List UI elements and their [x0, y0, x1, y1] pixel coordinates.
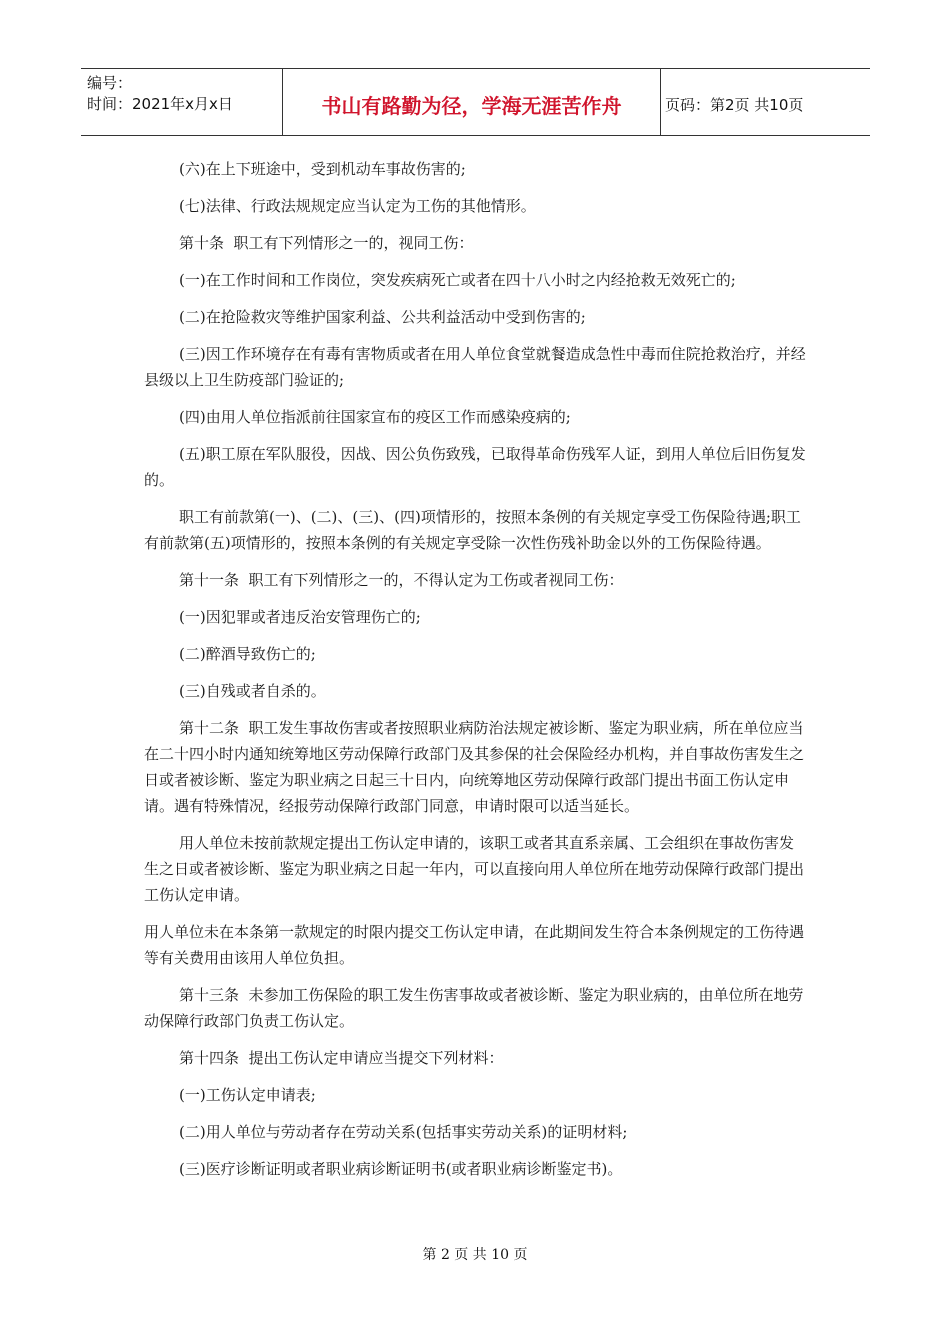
article-heading: 第十条 职工有下列情形之一的，视同工伤：: [179, 234, 474, 252]
header-meta: [81, 69, 283, 135]
paragraph: (五)职工原在军队服役，因战、因公负伤致残，已取得革命伤残军人证，到用人单位后旧伤复发的。: [144, 445, 806, 489]
paragraph: (四)由用人单位指派前往国家宣布的疫区工作而感染疫病的;: [179, 408, 571, 426]
paragraph: 用人单位未在本条第一款规定的时限内提交工伤认定申请，在此期间发生符合本条例规定的工伤待遇等有关费用由该用人单位负担。: [144, 923, 805, 967]
paragraph: (一)在工作时间和工作岗位，突发疾病死亡或者在四十八小时之内经抢救无效死亡的;: [179, 271, 736, 289]
header-motto: 书山有路勤为径，学海无涯苦作舟: [283, 69, 661, 135]
paragraph: 用人单位未按前款规定提出工伤认定申请的，该职工或者其直系亲属、工会组织在事故伤害发生之日或者被诊断、鉴定为职业病之日起一年内，可以直接向用人单位所在地劳动保障行政部门提出工伤认定申请。: [144, 834, 805, 904]
paragraph: (三)因工作环境存在有毒有害物质或者在用人单位食堂就餐造成急性中毒而住院抢救治疗，并经县级以上卫生防疫部门验证的;: [144, 345, 806, 389]
article-heading: 第十一条 职工有下列情形之一的，不得认定为工伤或者视同工伤：: [179, 571, 624, 589]
article-paragraph: 第十三条 未参加工伤保险的职工发生伤害事故或者被诊断、鉴定为职业病的，由单位所在地劳动保障行政部门负责工伤认定。: [144, 986, 804, 1030]
paragraph: (七)法律、行政法规规定应当认定为工伤的其他情形。: [179, 197, 536, 215]
article-heading: 第十四条 提出工伤认定申请应当提交下列材料：: [179, 1049, 504, 1067]
paragraph: (二)在抢险救灾等维护国家利益、公共利益活动中受到伤害的;: [179, 308, 586, 326]
paragraph: (一)因犯罪或者违反治安管理伤亡的;: [179, 608, 421, 626]
paragraph: (二)醉酒导致伤亡的;: [179, 645, 316, 663]
header-page-label: 页码：第2页 共10页: [665, 95, 804, 114]
paragraph: (六)在上下班途中，受到机动车事故伤害的;: [179, 160, 466, 178]
article-paragraph: 第十二条 职工发生事故伤害或者按照职业病防治法规定被诊断、鉴定为职业病，所在单位应当在二十四小时内通知统筹地区劳动保障行政部门及其参保的社会保险经办机构，并自事故伤害发生之日或者被诊断、鉴定为职业病之日起三十日内，向统筹地区劳动保障行政部门提出书面工伤认定申请。遇有特殊情况，经报劳动保障行政部门同意，申请时限可以适当延长。: [144, 719, 805, 815]
paragraph: (三)自残或者自杀的。: [179, 682, 326, 700]
paragraph: (一)工伤认定申请表;: [179, 1086, 316, 1104]
paragraph: (二)用人单位与劳动者存在劳动关系(包括事实劳动关系)的证明材料;: [179, 1123, 628, 1141]
document-date-label: 时间：2021年x月x日: [87, 95, 233, 113]
paragraph: (三)医疗诊断证明或者职业病诊断证明书(或者职业病诊断鉴定书)。: [179, 1160, 623, 1178]
document-body: [144, 156, 808, 1193]
document-number-label: 编号：: [87, 74, 133, 92]
paragraph: 职工有前款第(一)、(二)、(三)、(四)项情形的，按照本条例的有关规定享受工伤保险待遇;职工有前款第(五)项情形的，按照本条例的有关规定享受除一次性伤残补助金以外的工伤保险待遇。: [144, 508, 801, 552]
page-footer: 第 2 页 共 10 页: [422, 1247, 528, 1263]
page-header: [81, 68, 870, 136]
